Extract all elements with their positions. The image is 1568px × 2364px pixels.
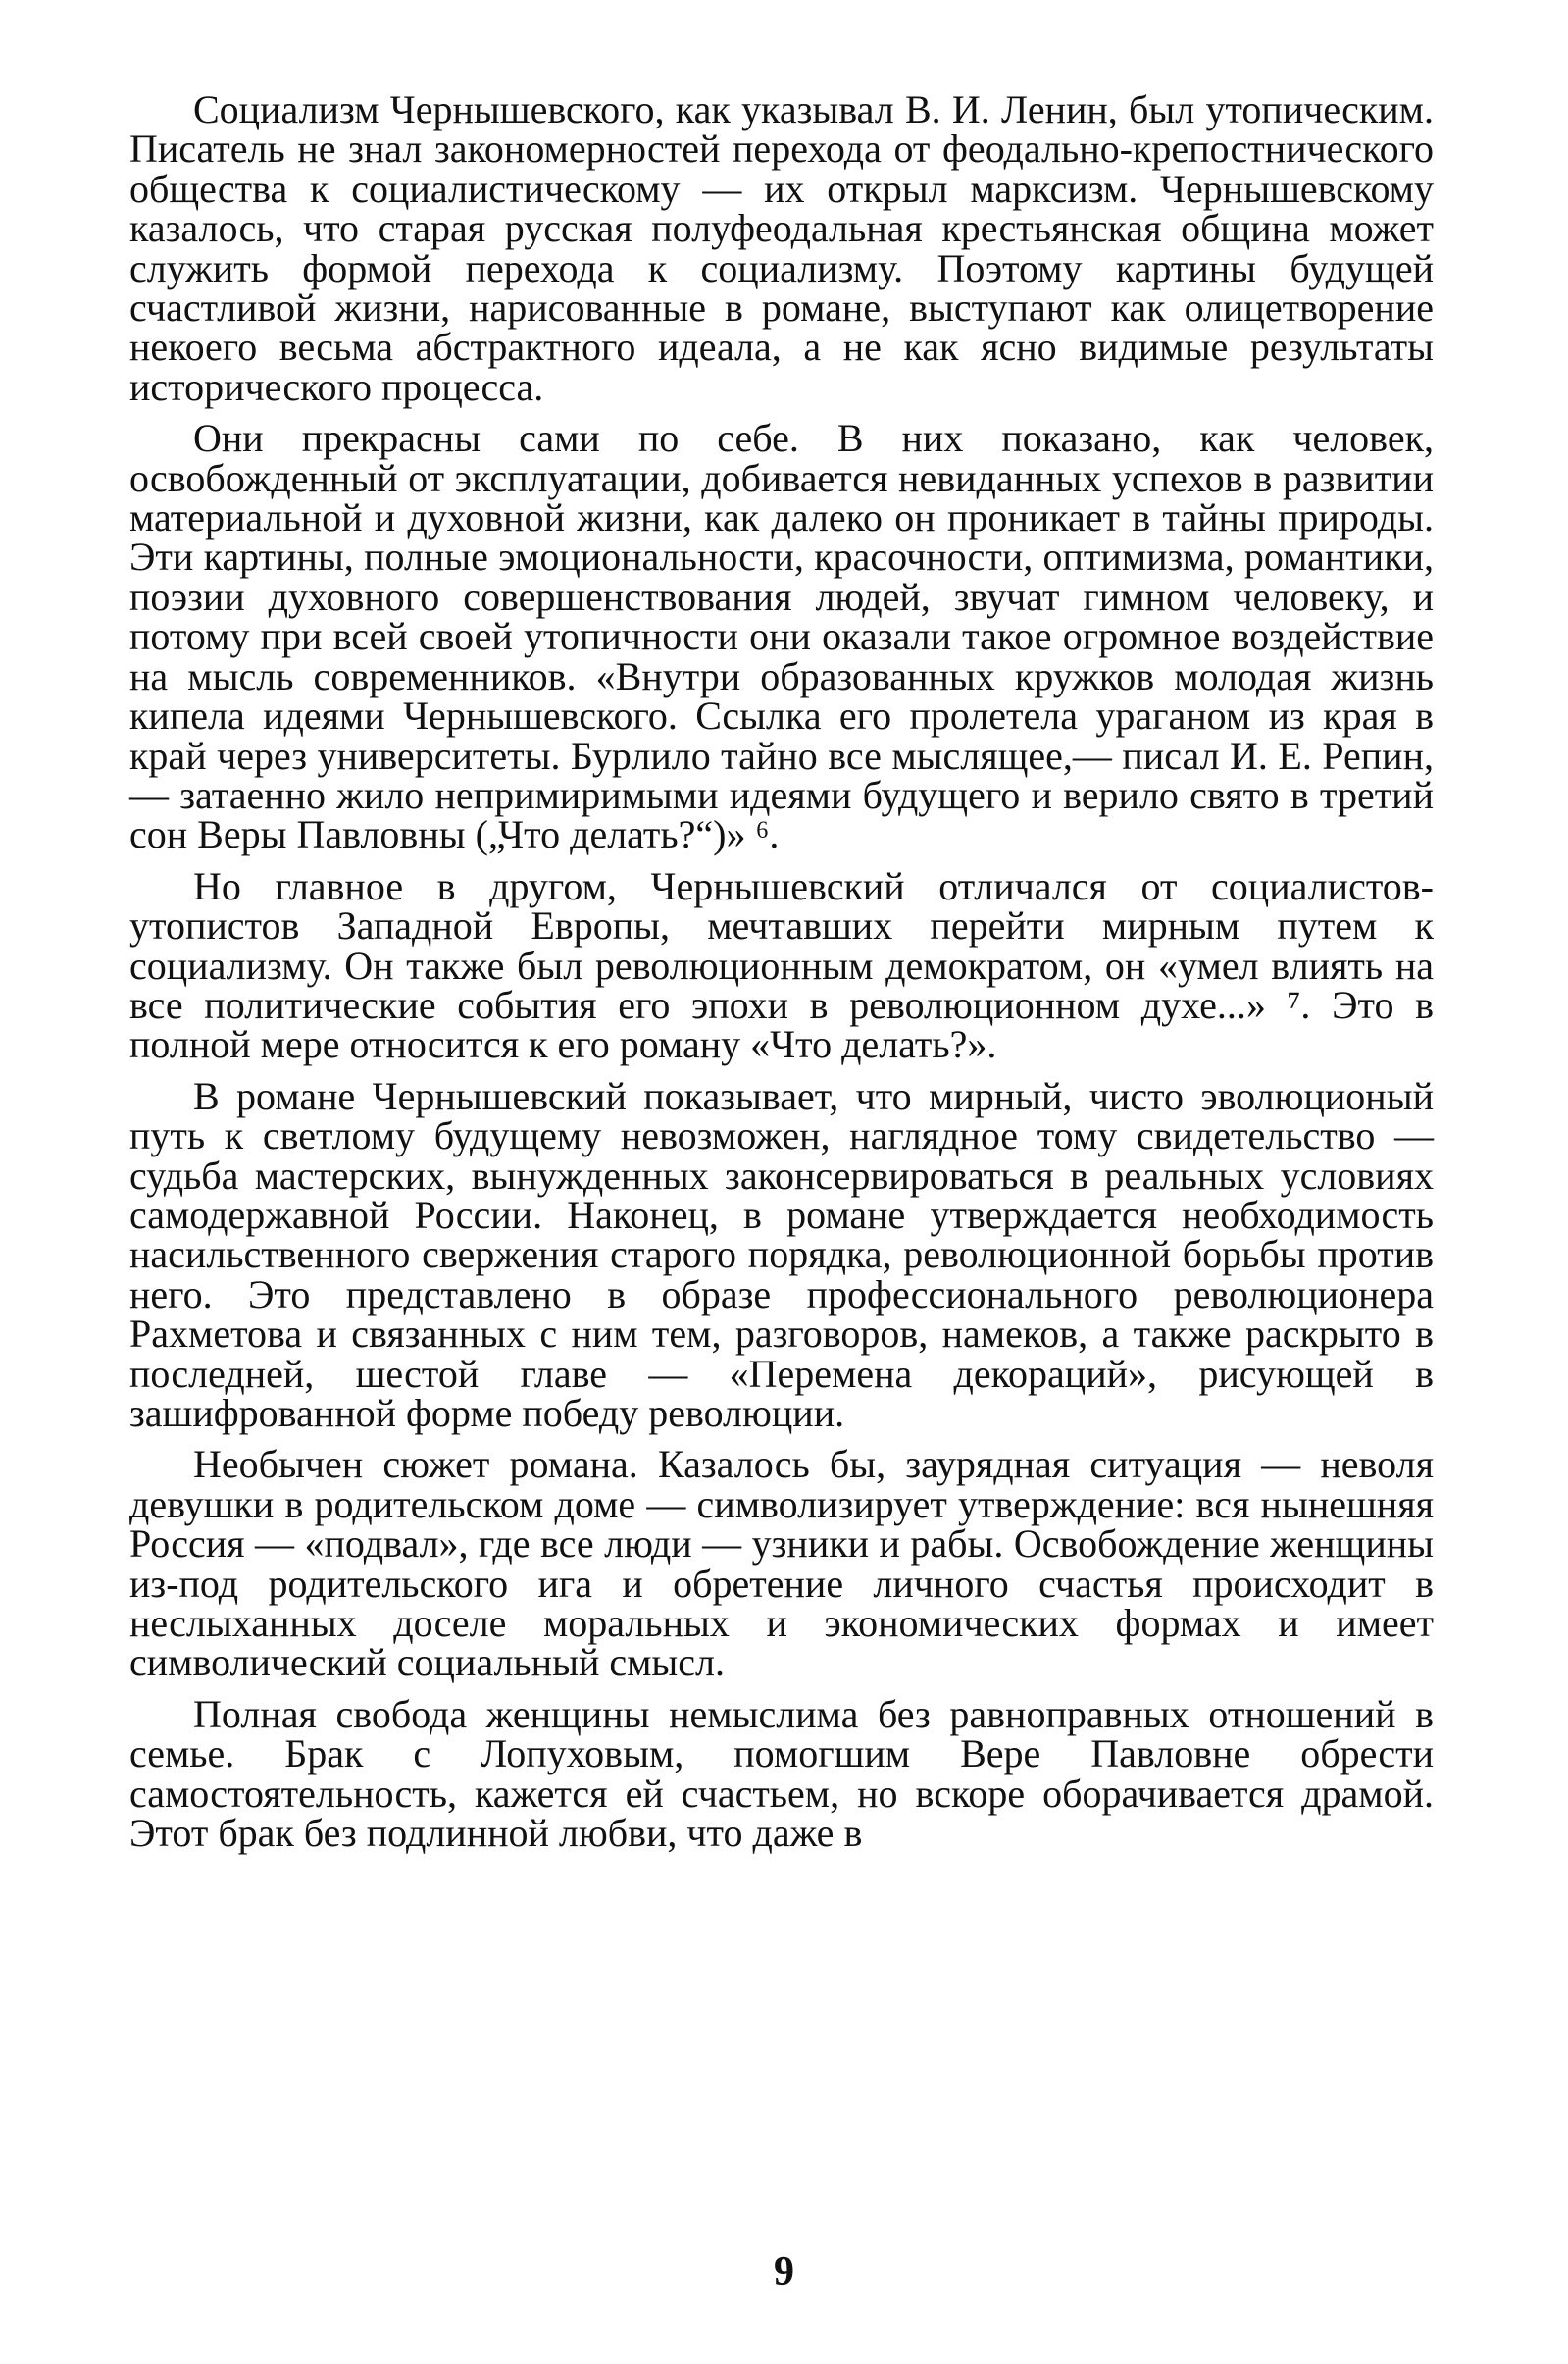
paragraph-4: В романе Чернышевский показывает, что мирный, чисто эволюционый путь к светлому будущему невозможен, наглядное тому свидетельство — судьба мастерских, вынужденных законсервироваться в реальных условиях самодержавной России. Наконец, в романе утверждается необходимость насильственного свержения старого порядка, революционной борьбы против него. Это представлено в образе профессионального революционера Рахметова и связанных с ним тем, разговоров, намеков, а также раскрыто в последней, шестой главе — «Перемена декораций», рисующей в зашифрованной форме победу революции. — [129, 1073, 1434, 1435]
paragraph-2: Они прекрасны сами по себе. В них показано, как человек, освобожденный от эксплуатации, добивается невиданных успехов в развитии материальной и духовной жизни, как далеко он проникает в тайны природы. Эти картины, полные эмоциональности, красочности, оптимизма, романтики, поэзии духовного совершенствования людей, звучат гимном человеку, и потому при всей своей утопичности они оказали такое огромное воздействие на мысль современников. «Внутри образованных кружков молодая жизнь кипела идеями Чернышевского. Ссылка его пролетела ураганом из края в край через университеты. Бурлило тайно все мыслящее,— писал И. Е. Репин,— затаенно жило непримиримыми идеями будущего и верило свято в третий сон Веры Павловны („Что делать?“)» ⁶. — [129, 416, 1434, 857]
page-number: 9 — [774, 2249, 794, 2294]
paragraph-3: Но главное в другом, Чернышевский отличался от социалистов-утопистов Западной Европы, мечтавших перейти мирным путем к социализму. Он также был революционным демократом, он «умел влиять на все политические события его эпохи в революционном духе...» ⁷. Это в полной мере относится к его роману «Что делать?». — [129, 863, 1434, 1067]
paragraph-6: Полная свобода женщины немыслима без равноправных отношений в семье. Брак с Лопуховым, помогшим Вере Павловне обрести самостоятельность, кажется ей счастьем, но вскоре оборачивается драмой. Этот брак без подлинной любви, что даже в — [129, 1691, 1434, 1856]
paragraph-1: Социализм Чернышевского, как указывал В. И. Ленин, был утопическим. Писатель не знал закономерностей перехода от феодально-крепостнического общества к социалистическому — их открыл марксизм. Чернышевскому казалось, что старая русская полуфеодальная крестьянская община может служить формой перехода к социализму. Поэтому картины будущей счастливой жизни, нарисованные в романе, выступают как олицетворение некоего весьма абстрактного идеала, а не как ясно видимые результаты исторического процесса. — [129, 87, 1434, 409]
paragraph-5: Необычен сюжет романа. Казалось бы, заурядная ситуация — неволя девушки в родительском доме — символизирует утверждение: вся нынешняя Россия — «подвал», где все люди — узники и рабы. Освобождение женщины из-под родительского ига и обретение личного счастья происходит в неслыханных доселе моральных и экономических формах и имеет символический социальный смысл. — [129, 1442, 1434, 1685]
body-text — [129, 87, 1434, 1865]
